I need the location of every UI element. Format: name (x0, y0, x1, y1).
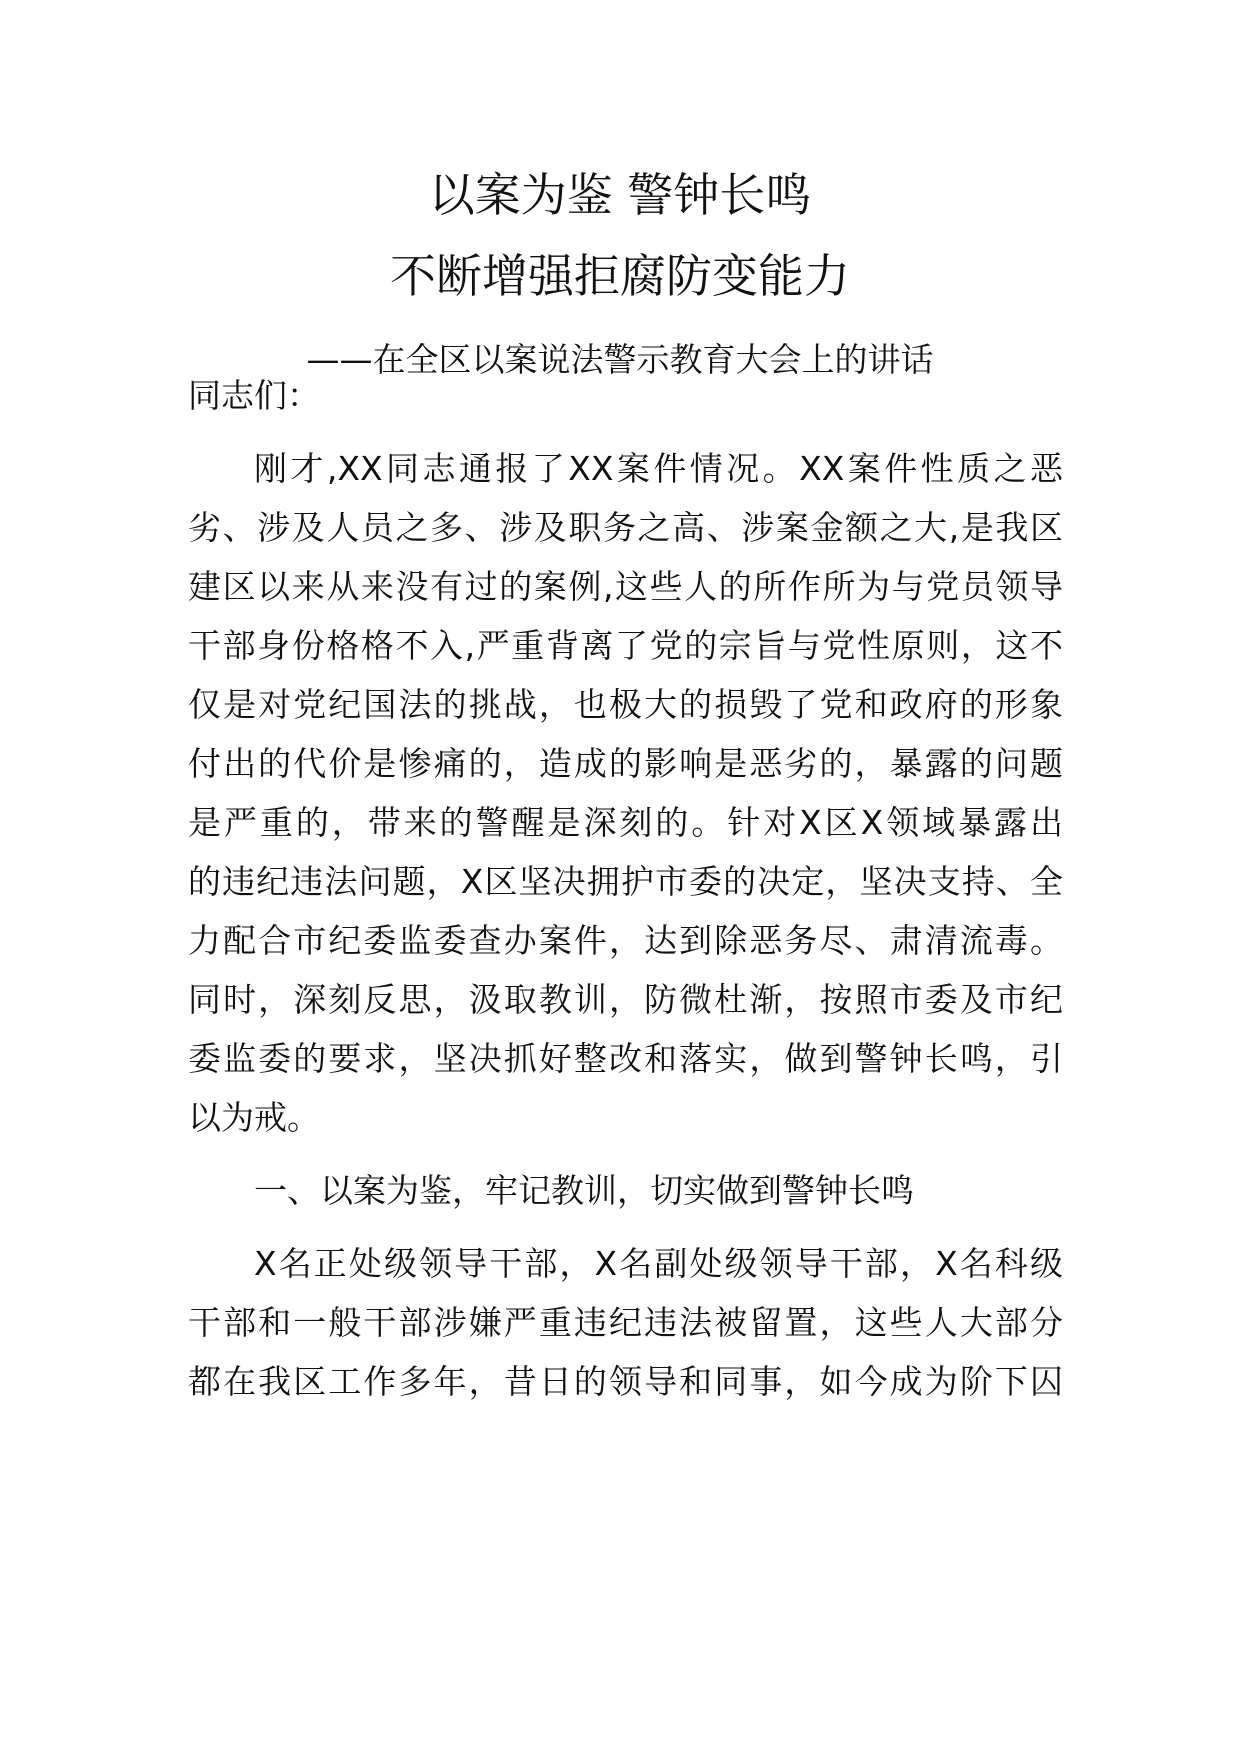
paragraph2-line: X名正处级领导干部，X名副处级领导干部，X名科级 (254, 1244, 1063, 1283)
paragraph1-line: 劣、涉及人员之多、涉及职务之高、涉案金额之大,是我区 (188, 508, 1063, 547)
paragraph2-line: 都在我区工作多年，昔日的领导和同事，如今成为阶下囚 (188, 1362, 1063, 1401)
paragraph1-line: 委监委的要求，坚决抓好整改和落实，做到警钟长鸣，引 (188, 1039, 1063, 1078)
paragraph1-line: 干部身份格格不入,严重背离了党的宗旨与党性原则，这不 (188, 626, 1063, 665)
paragraph1-line: 力配合市纪委监委查办案件，达到除恶务尽、肃清流毒。 (188, 921, 1063, 960)
subtitle: ——在全区以案说法警示教育大会上的讲话 (306, 340, 934, 379)
paragraph1-line: 以为戒。 (188, 1098, 320, 1137)
paragraph1-line: 是严重的，带来的警醒是深刻的。针对X区X领域暴露出 (188, 803, 1063, 842)
section-heading: 一、以案为鉴，牢记教训，切实做到警钟长鸣 (254, 1171, 914, 1210)
paragraph1-line: 的违纪违法问题，X区坚决拥护市委的决定，坚决支持、全 (188, 862, 1063, 901)
salutation: 同志们： (188, 376, 320, 415)
paragraph1-line: 付出的代价是惨痛的，造成的影响是恶劣的，暴露的问题 (188, 744, 1063, 783)
paragraph2-line: 干部和一般干部涉嫌严重违纪违法被留置，这些人大部分 (188, 1303, 1063, 1342)
paragraph1-line: 刚才,XX同志通报了XX案件情况。XX案件性质之恶 (254, 449, 1063, 488)
title-line-1: 以案为鉴 警钟长鸣 (428, 168, 812, 222)
paragraph1-line: 同时，深刻反思，汲取教训，防微杜渐，按照市委及市纪 (188, 980, 1063, 1019)
paragraph1-line: 仅是对党纪国法的挑战，也极大的损毁了党和政府的形象 (188, 685, 1063, 724)
title-line-2: 不断增强拒腐防变能力 (390, 249, 850, 303)
paragraph1-line: 建区以来从来没有过的案例,这些人的所作所为与党员领导 (188, 567, 1063, 606)
